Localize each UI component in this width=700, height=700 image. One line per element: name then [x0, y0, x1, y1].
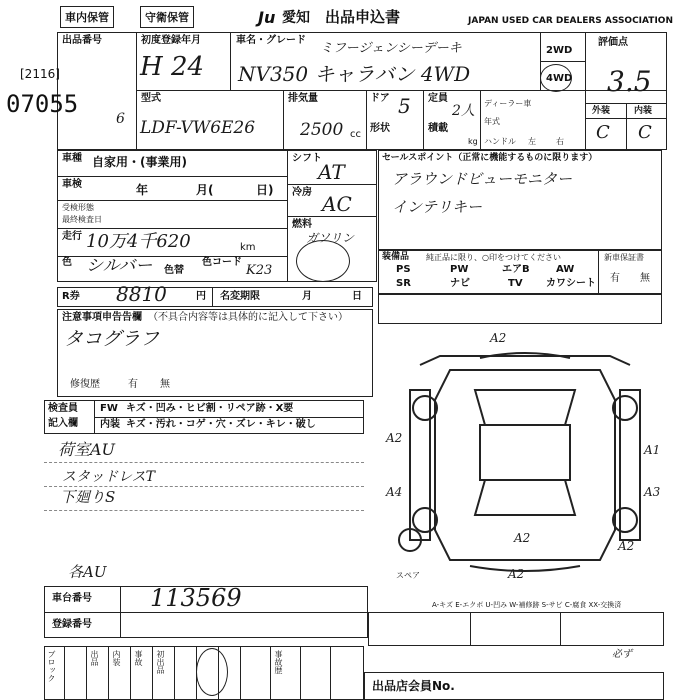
reserve-frame: [378, 294, 662, 324]
lot-note: 6: [116, 111, 125, 127]
repair-label: 修復歴: [70, 379, 100, 390]
history-label: 受検形態: [62, 203, 94, 212]
repair-yes: 有: [128, 379, 138, 390]
year-label: 年式: [484, 117, 500, 126]
shift-label: シフト: [292, 153, 322, 164]
guard-storage-tag: 守衛保管: [140, 6, 194, 28]
dealer-fee-frame: [368, 612, 664, 646]
fuel-label: 燃料: [292, 219, 312, 230]
car-model: NV350 キャラバン 4WD: [238, 62, 471, 86]
displacement-value: 2500: [300, 120, 344, 140]
displacement-label: 排気量: [288, 93, 318, 104]
form-title-en: JAPAN USED CAR DEALERS ASSOCIATION: [468, 16, 673, 26]
mark-left: A2: [386, 431, 403, 445]
mark-rear-center: A2: [514, 531, 531, 545]
roof: [480, 425, 570, 480]
fuel-circle: [296, 240, 350, 282]
bottom-interior-label: 内装: [112, 650, 121, 666]
inspection-month: 月(: [196, 183, 214, 197]
car-grade: ミフージェンシーデーキ: [320, 41, 462, 56]
inspector-fw: FW: [100, 403, 118, 414]
lot-code: [2116]: [20, 67, 60, 81]
registration-value: H 24: [140, 52, 205, 82]
inspector-label-2: 記入欄: [48, 418, 78, 429]
spare-label: スペア: [396, 571, 420, 580]
equip-aw: AW: [556, 264, 575, 275]
exterior-grade: C: [596, 122, 610, 143]
remark-4: 各AU: [68, 563, 107, 581]
recycle-unit: 円: [196, 291, 206, 302]
handle-left: 左: [528, 137, 536, 146]
color-code: K23: [246, 263, 273, 278]
bottom-block-label: ブロック: [47, 650, 56, 682]
equip-airbag: エアB: [502, 264, 530, 275]
warranty-no: 無: [640, 273, 650, 284]
remark-1: 荷室AU: [58, 440, 116, 459]
mark-rear-right: A2: [618, 539, 635, 553]
inspection-year: 年: [136, 183, 149, 197]
recycle-frame: [57, 287, 373, 307]
selling-point-1: アラウンドビューモニター: [392, 170, 573, 188]
interior-label: 内装: [634, 106, 653, 116]
damage-legend: A-キズ E-エクボ U-凹み W-補修跡 S-サビ C-腐食 XX-交換済: [432, 601, 622, 609]
selling-points-label: セールスポイント（正常に機能するものに限ります）: [382, 153, 598, 163]
front-left-wheel: [413, 396, 437, 420]
model-code-label: 型式: [141, 93, 161, 104]
capacity-label: 定員: [428, 93, 448, 104]
equip-sr: SR: [396, 278, 411, 289]
score-label: 評価点: [598, 37, 628, 48]
capacity-value: 2人: [452, 103, 475, 119]
lot-number: 07055: [6, 90, 79, 118]
chassis-value: 113569: [150, 584, 242, 612]
inspector-label-1: 検査員: [48, 403, 78, 414]
color-change-label: 色替: [164, 265, 184, 276]
dealer-label: ディーラー車: [484, 99, 532, 108]
inspector-interior-label: 内装: [100, 419, 120, 430]
drive-2wd: 2WD: [546, 45, 573, 56]
equipment-label: 装備品: [382, 252, 410, 262]
history-sub: 最終検査日: [62, 215, 102, 224]
front-bar: [420, 356, 630, 365]
inspector-interior-codes: キズ・汚れ・コゲ・穴・ズレ・キレ・破し: [126, 419, 316, 430]
rear-left-wheel: [413, 508, 437, 532]
registration-label: 初度登録年月: [141, 35, 201, 46]
member-label: 出品店会員No.: [372, 679, 455, 693]
notes-sub: （不具合内容等は具体的に記入して下さい）: [148, 312, 348, 323]
equipment-note: 純正品に限り、○印をつけてください: [426, 253, 561, 262]
rear-window: [475, 480, 575, 515]
rear-bumper-outline: [470, 566, 580, 571]
usage-label: 車種: [62, 153, 82, 164]
equip-leather: カワシート: [546, 278, 596, 289]
mark-bottom: A2: [508, 567, 525, 580]
remark-3: 下廻りS: [60, 488, 116, 506]
indoor-storage-tag: 車内保管: [60, 6, 114, 28]
handle-right: 右: [556, 137, 564, 146]
equip-pw: PW: [450, 264, 469, 275]
period-month: 月: [302, 291, 312, 302]
bottom-accident-label: 事故: [134, 650, 143, 666]
windshield: [475, 390, 575, 425]
fuel-value: ガソリン: [306, 231, 355, 245]
shift-value: AT: [318, 160, 345, 184]
remark-2: スタッドレスT: [62, 469, 155, 485]
warranty-label: 新車保証書: [604, 253, 644, 262]
load-unit: kg: [468, 137, 478, 146]
form-title: 出品申込書: [325, 8, 401, 26]
rear-right-wheel: [613, 508, 637, 532]
doors-value: 5: [398, 94, 411, 118]
vehicle-damage-diagram: [380, 330, 670, 580]
recycle-value: 8810: [116, 282, 167, 306]
usage-value: 自家用・(事業用): [92, 155, 187, 169]
repair-none: 無: [160, 379, 170, 390]
mark-right: A1: [644, 443, 661, 457]
drive-4wd: 4WD: [546, 73, 573, 84]
inspector-exterior-codes: キズ・凹み・ヒビ割・リペア跡・X要: [126, 403, 294, 414]
drive-circle: [540, 64, 572, 92]
ac-value: AC: [322, 192, 352, 216]
mileage-label: 走行: [62, 231, 82, 242]
exterior-label: 外装: [592, 106, 611, 116]
inspection-label: 車検: [62, 179, 82, 190]
inspection-day: 日): [256, 183, 274, 197]
shape-label: 形状: [370, 123, 390, 134]
equip-tv: TV: [508, 278, 523, 289]
mark-left-rear: A4: [386, 485, 403, 499]
ac-label: 冷房: [292, 187, 312, 198]
logo-text: 愛知: [282, 10, 310, 26]
front-right-wheel: [613, 396, 637, 420]
mark-top: A2: [490, 331, 507, 345]
color-value: シルバー: [86, 256, 153, 276]
load-label: 積載: [428, 123, 448, 134]
bottom-note-label: 事故歴: [274, 650, 283, 674]
recycle-label: R券: [62, 291, 80, 302]
handle-label: ハンドル: [484, 137, 516, 146]
register-label: 登録番号: [52, 619, 92, 630]
period-day: 日: [352, 291, 362, 302]
model-code-value: LDF-VW6E26: [140, 118, 256, 138]
bottom-comment: 必ず: [612, 649, 632, 660]
notes-value: タコグラフ: [64, 328, 160, 350]
equip-ps: PS: [396, 264, 411, 275]
bottom-first-label: 初出品: [156, 650, 165, 674]
displacement-unit: cc: [350, 129, 361, 140]
bottom-circle: [196, 648, 228, 696]
interior-grade: C: [638, 122, 652, 143]
color-code-label: 色コード: [202, 257, 242, 268]
period-label: 名変期限: [220, 291, 260, 302]
mileage-value: 10万4千620: [86, 231, 191, 252]
mileage-unit: km: [240, 242, 256, 253]
mark-right-rear: A3: [644, 485, 661, 499]
selling-point-2: インテリキー: [392, 198, 483, 216]
chassis-label: 車台番号: [52, 593, 92, 604]
car-name-label: 車名・グレード: [236, 35, 306, 46]
notes-label: 注意事項申告告欄: [62, 312, 142, 323]
color-label: 色: [62, 257, 72, 268]
doors-label: ドア: [370, 93, 390, 104]
warranty-yes: 有: [610, 273, 620, 284]
equip-navi: ナビ: [450, 278, 470, 289]
ju-logo: Ju: [258, 8, 276, 27]
lot-label: 出品番号: [62, 35, 102, 46]
bottom-listing-label: 出品: [90, 650, 99, 666]
score-value: 3.5: [607, 65, 652, 98]
